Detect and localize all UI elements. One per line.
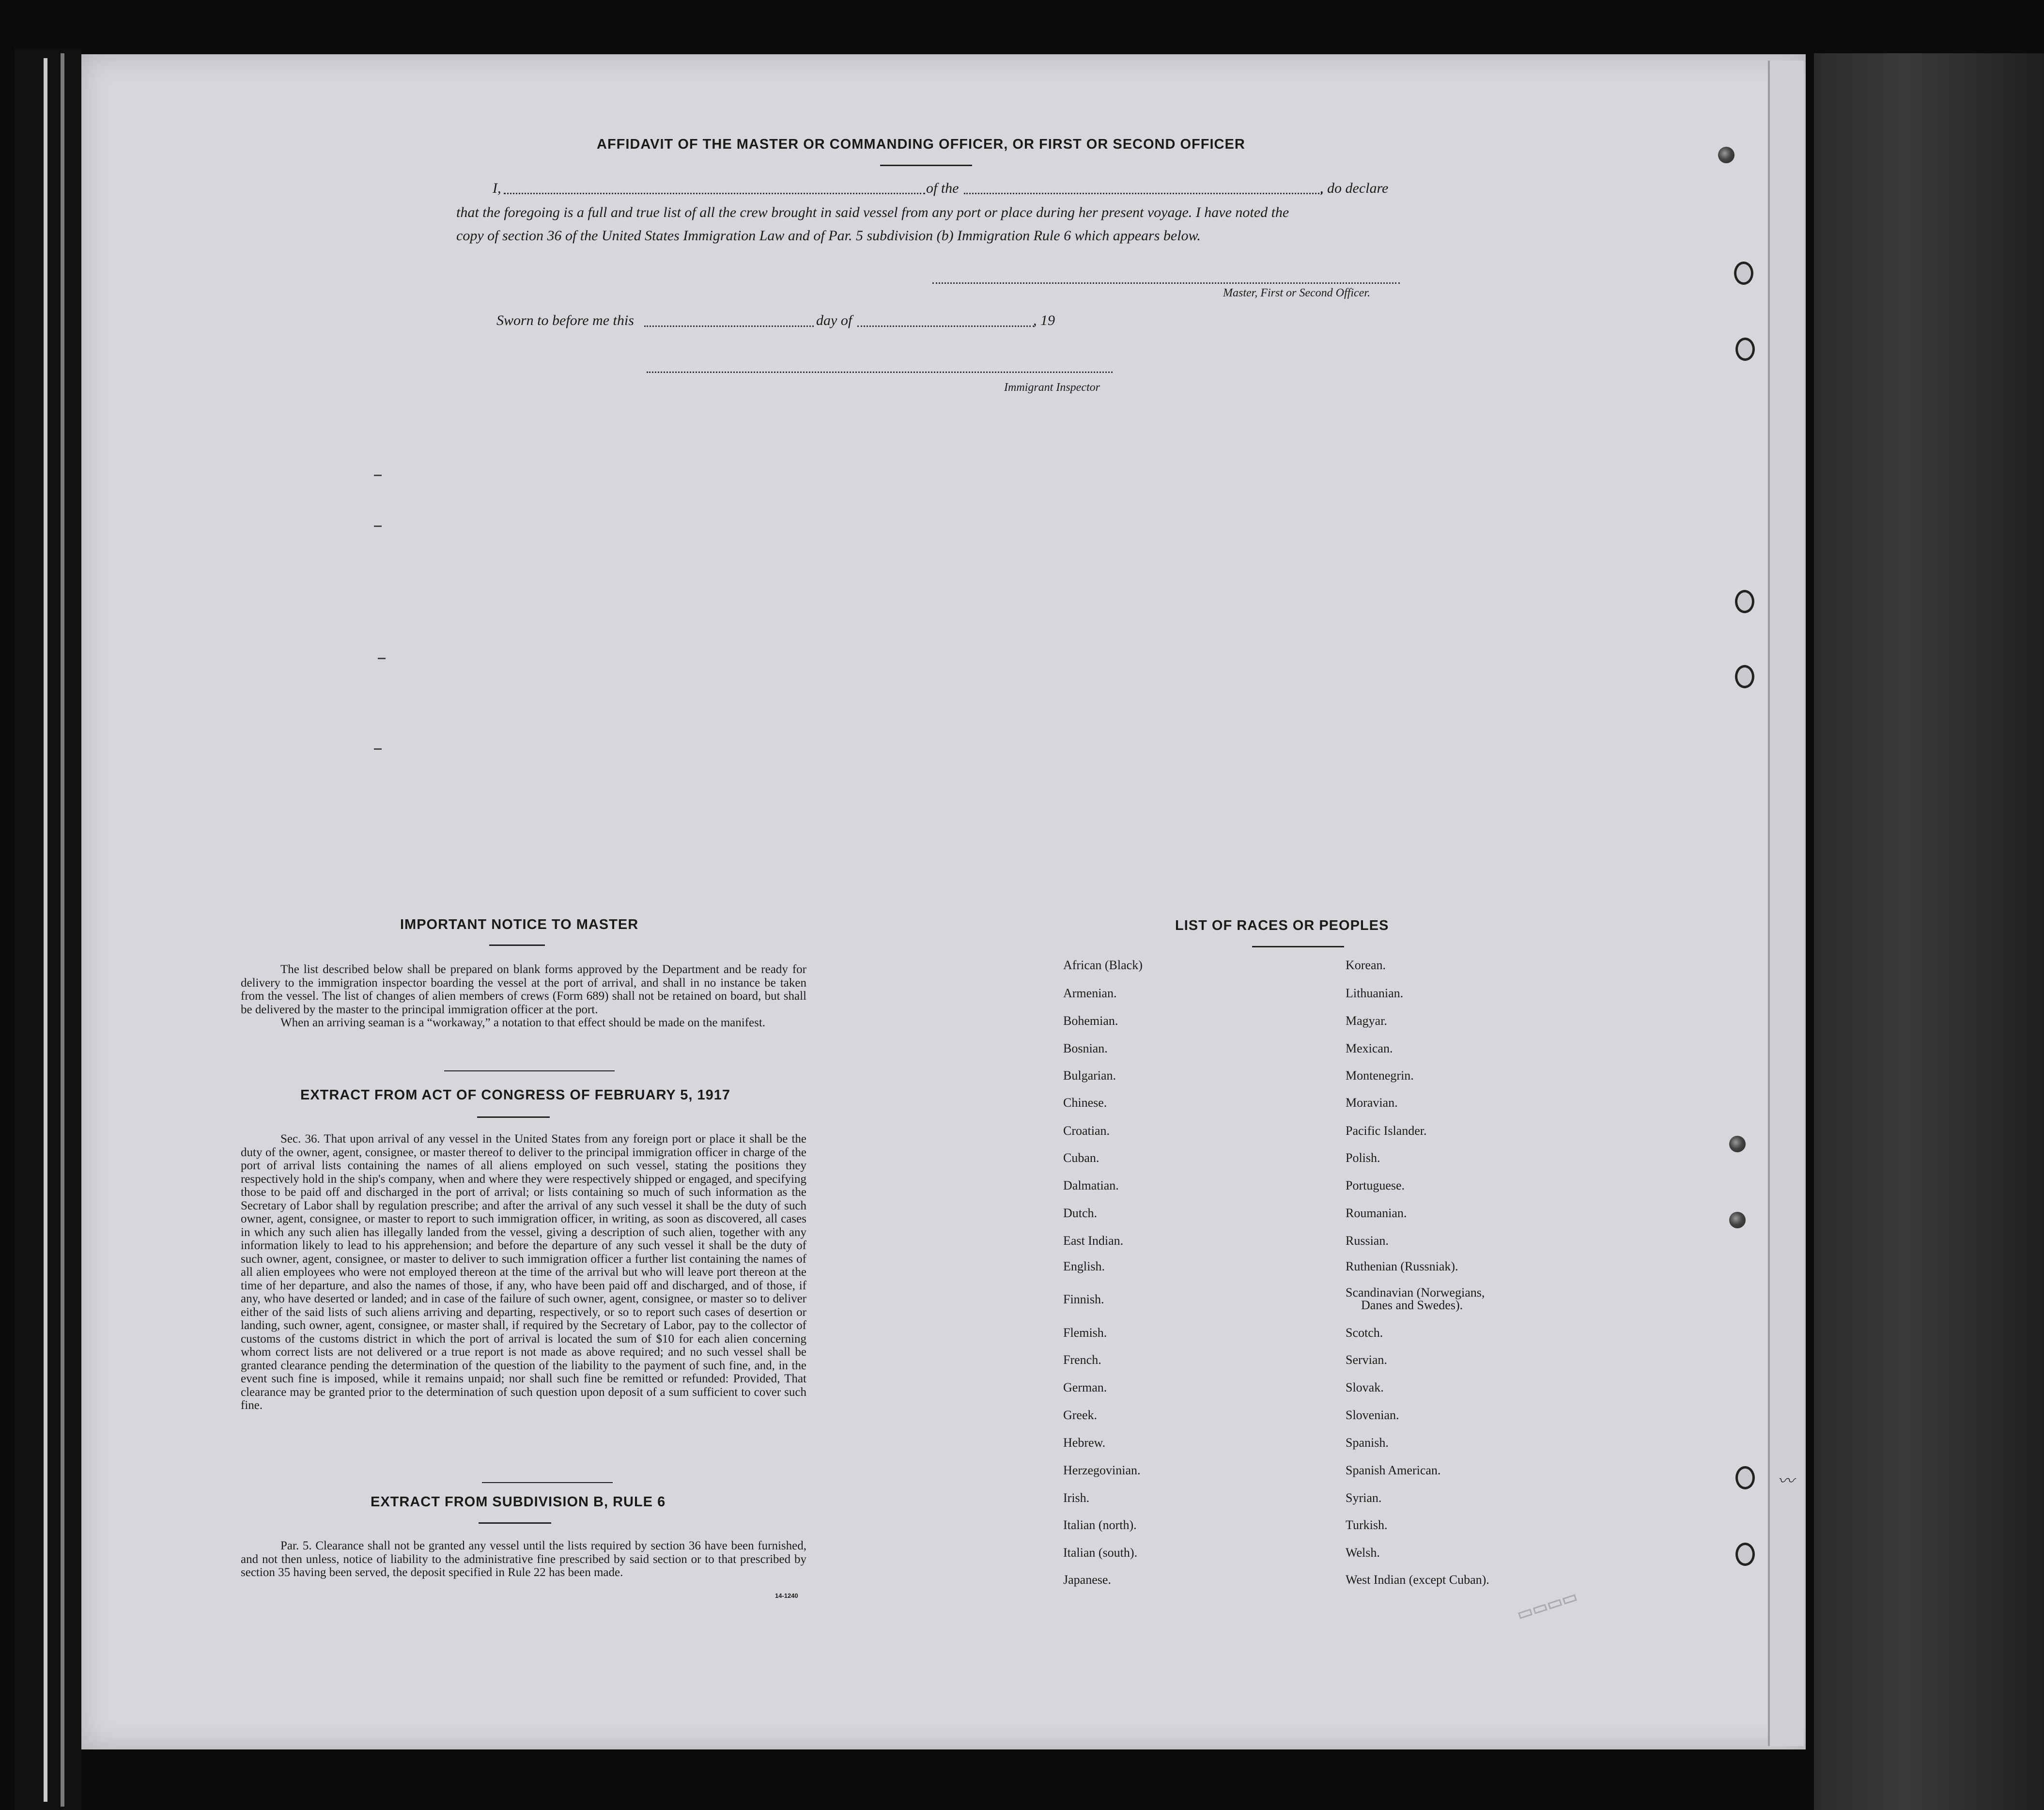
race-item: German. — [1063, 1380, 1107, 1394]
document-page — [81, 54, 1806, 1749]
race-item: Cuban. — [1063, 1151, 1099, 1165]
race-item: Dalmatian. — [1063, 1178, 1119, 1192]
stray-mark — [374, 526, 382, 527]
race-item: Croatian. — [1063, 1124, 1110, 1138]
rule-rule — [479, 1522, 551, 1524]
race-item: Hebrew. — [1063, 1436, 1106, 1450]
race-item: Scotch. — [1346, 1326, 1383, 1340]
month-blank — [857, 325, 1034, 327]
act-rule — [477, 1116, 550, 1118]
sworn-year: , 19 — [1033, 312, 1055, 328]
notice-rule — [489, 944, 545, 946]
race-item: Slovenian. — [1346, 1408, 1399, 1422]
race-item: Polish. — [1346, 1151, 1380, 1165]
binder-edge — [15, 48, 81, 1810]
affidavit-line-3: copy of section 36 of the United States Immigration Law and of Par. 5 subdivision (b) Immigration Rule 6 which appears below. — [456, 228, 1201, 244]
races-rule — [1252, 946, 1344, 947]
race-item: Dutch. — [1063, 1206, 1098, 1220]
race-item: Armenian. — [1063, 986, 1117, 1000]
punch-hole — [1735, 1543, 1755, 1566]
race-item: Portuguese. — [1346, 1178, 1405, 1192]
race-item: Moravian. — [1346, 1096, 1398, 1110]
punch-hole — [1729, 1212, 1746, 1228]
race-item: Montenegrin. — [1346, 1068, 1414, 1083]
page-edge — [1768, 61, 1804, 1746]
rule-extract-text: Par. 5. Clearance shall not be granted any vessel until the lists required by section 36 have been furnished, and not then unless, notice of liability to the administrative fine prescribed by said section or to that prescribed by section 35 having been served, the deposit specified in Rule 22 has been made. — [241, 1539, 806, 1579]
punch-hole — [1735, 665, 1754, 688]
race-item: Japanese. — [1063, 1573, 1111, 1587]
race-item: Italian (north). — [1063, 1518, 1137, 1532]
master-signature-line — [932, 282, 1400, 284]
affidavit-prefix: I, — [493, 180, 501, 196]
act-extract-text: Sec. 36. That upon arrival of any vessel in the United States from any foreign port or place it shall be the duty of the owner, agent, consignee, or master thereof to deliver to the principal immigration officer in charge of the port of arrival lists containing the names of all aliens employed on such vessel, stating the positions they respectively hold in the ship's company, when and where they were respectively shipped or engaged, and specifying those to be paid off and discharged in the port of arrival; or lists containing so much of such information as the Secretary of Labor shall by regulation prescribe; and after the arrival of any such vessel it shall be the duty of such owner, agent, consignee, or master to report to such immigration officer, in writing, as soon as discovered, all cases in which any such alien has illegally landed from the vessel, giving a description of such alien, together with any information likely to lead to his apprehension; and before the departure of any such vessel it shall be the duty of such owner, agent, consignee, or master to deliver to such immigration officer a further list containing the names of all alien employees who were not employed thereon at the time of the arrival but who will leave port thereon at the time of her departure, and also the names of those, if any, who have been paid off and discharged, and of those, if any, who have deserted or landed; and in case of the failure of such owner, agent, consignee, or master so to deliver either of the said lists of such aliens arriving and departing, respectively, or so to report such cases of desertion or landing, such owner, agent, consignee, or master shall, if required by the Secretary of Labor, pay to the collector of customs of the customs district in which the port of arrival is located the sum of $10 for each alien concerning whom correct lists are not delivered or a true report is not made as above required; and no such vessel shall be granted clearance pending the determination of the question of the liability to the payment of such fine, and, in the event such fine is imposed, while it remains unpaid; nor shall such fine be remitted or refunded: Provided, That clearance may be granted prior to the determination of such question upon deposit of a sum sufficient to cover such fine. — [241, 1132, 806, 1412]
race-item: Scandinavian (Norwegians, — [1346, 1285, 1485, 1299]
punch-hole — [1735, 1466, 1755, 1489]
punch-hole — [1718, 147, 1734, 163]
race-item: East Indian. — [1063, 1234, 1124, 1248]
race-item: Lithuanian. — [1346, 986, 1404, 1000]
race-item: Danes and Swedes). — [1361, 1298, 1463, 1312]
notice-paragraph-1: The list described below shall be prepared on blank forms approved by the Department and be ready for delivery to the immigration inspector boarding the vessel at the port of arrival, and shall in no instance be taken from the vessel. The list of changes of alien members of crews (Form 689) shall not be retained on board, but shall be delivered by the master to the principal immigration officer at the port. — [241, 963, 806, 1016]
punch-hole — [1735, 590, 1754, 613]
races-title: LIST OF RACES OR PEOPLES — [1175, 918, 1389, 933]
sworn-prefix: Sworn to before me this — [496, 312, 634, 328]
backing-board — [1814, 53, 2044, 1810]
race-item: Slovak. — [1346, 1380, 1384, 1394]
race-item: Roumanian. — [1346, 1206, 1407, 1220]
race-item: Mexican. — [1346, 1041, 1393, 1055]
race-item: Korean. — [1346, 958, 1386, 972]
punch-hole — [1735, 338, 1755, 361]
race-item: French. — [1063, 1353, 1101, 1367]
affidavit-line-2: that the foregoing is a full and true list of all the crew brought in said vessel from any port or place during her present voyage. I have noted the — [456, 204, 1289, 220]
race-item: Bulgarian. — [1063, 1068, 1116, 1083]
notice-paragraph-2: When an arriving seaman is a “workaway,” a notation to that effect should be made on the manifest. — [280, 1016, 766, 1029]
handwritten-mark: 〰 — [1778, 1472, 1794, 1490]
title-rule — [880, 165, 972, 166]
race-item: Italian (south). — [1063, 1546, 1138, 1560]
race-item: Turkish. — [1346, 1518, 1388, 1532]
affidavit-declare: , do declare — [1320, 180, 1389, 196]
section-divider — [444, 1070, 615, 1071]
race-item: Greek. — [1063, 1408, 1098, 1422]
notice-body — [241, 963, 806, 1030]
race-item: Spanish. — [1346, 1436, 1389, 1450]
inspector-signature-line — [647, 371, 1113, 373]
act-extract-title: EXTRACT FROM ACT OF CONGRESS OF FEBRUARY 5, 1917 — [300, 1087, 731, 1103]
affidavit-line-1 — [493, 180, 501, 197]
punch-hole — [1734, 262, 1753, 285]
race-item: Magyar. — [1346, 1014, 1387, 1028]
master-signature-label: Master, First or Second Officer. — [1223, 287, 1370, 299]
rule-extract-body — [241, 1539, 806, 1579]
race-item: English. — [1063, 1259, 1105, 1273]
binder-strip — [61, 53, 64, 1807]
race-item: Irish. — [1063, 1491, 1090, 1505]
race-item: Flemish. — [1063, 1326, 1107, 1340]
act-extract-body — [241, 1132, 806, 1412]
race-item: Servian. — [1346, 1353, 1387, 1367]
sworn-day-of: day of — [816, 312, 852, 328]
race-item: Syrian. — [1346, 1491, 1382, 1505]
affidavit-title: AFFIDAVIT OF THE MASTER OR COMMANDING OFFICER, OR FIRST OR SECOND OFFICER — [597, 137, 1245, 152]
name-blank — [504, 193, 925, 194]
race-item: Herzegovinian. — [1063, 1463, 1141, 1477]
race-item: Pacific Islander. — [1346, 1124, 1427, 1138]
notice-title: IMPORTANT NOTICE TO MASTER — [400, 917, 639, 932]
race-item: Welsh. — [1346, 1546, 1380, 1560]
punch-hole — [1729, 1136, 1746, 1152]
race-item: Chinese. — [1063, 1096, 1107, 1110]
race-item: Spanish American. — [1346, 1463, 1441, 1477]
race-item: African (Black) — [1063, 958, 1143, 972]
race-item: Finnish. — [1063, 1292, 1104, 1306]
race-item: West Indian (except Cuban). — [1346, 1573, 1489, 1587]
stray-mark — [374, 748, 382, 750]
race-item: Russian. — [1346, 1234, 1389, 1248]
day-blank — [644, 325, 814, 327]
affidavit-of-the: of the — [926, 180, 959, 196]
inspector-label: Immigrant Inspector — [1004, 381, 1100, 394]
form-number: 14-1240 — [775, 1592, 798, 1599]
sworn-line — [496, 312, 634, 329]
section-divider — [482, 1482, 613, 1483]
binder-strip — [44, 58, 47, 1802]
stray-mark — [374, 475, 382, 476]
race-item: Bosnian. — [1063, 1041, 1108, 1055]
race-item: Bohemian. — [1063, 1014, 1118, 1028]
faint-stamp: ▭▭▭▭ — [1515, 1587, 1580, 1624]
stray-mark — [378, 658, 386, 659]
vessel-blank — [964, 193, 1322, 194]
rule-extract-title: EXTRACT FROM SUBDIVISION B, RULE 6 — [371, 1494, 666, 1510]
race-item: Ruthenian (Russniak). — [1346, 1259, 1458, 1273]
